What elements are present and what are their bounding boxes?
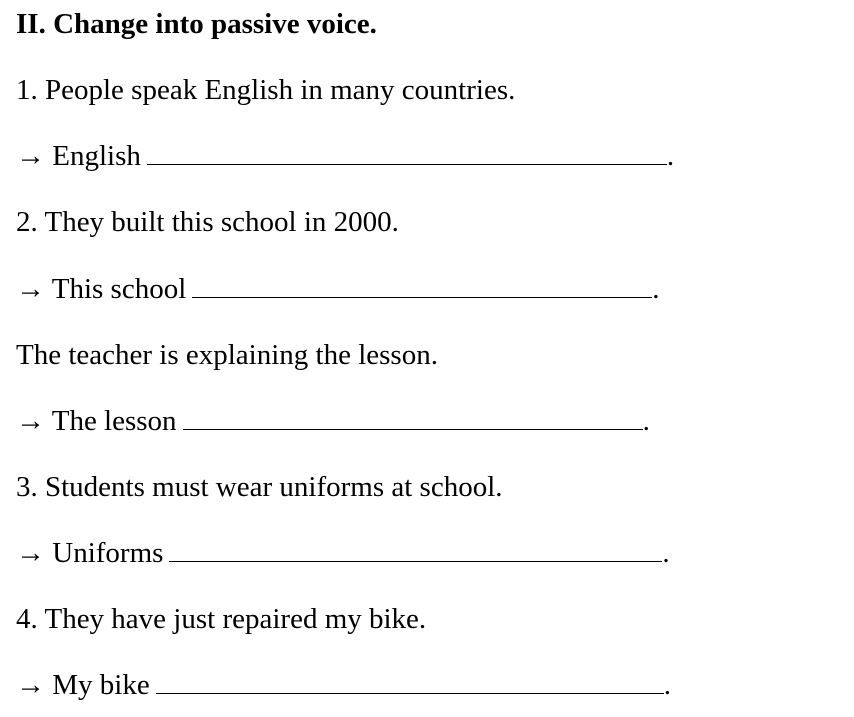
answer-blank-4[interactable] <box>169 539 662 562</box>
answer-period-1: . <box>666 140 675 172</box>
answer-period-3: . <box>642 405 650 437</box>
answer-prefix-4: → Uniforms <box>16 537 164 569</box>
question-2: 2. They built this school in 2000. <box>16 206 399 238</box>
exercise-title: II. Change into passive voice. <box>16 8 377 40</box>
answer-prefix-2: → This school <box>16 273 187 305</box>
answer-blank-5[interactable] <box>156 671 664 694</box>
answer-blank-3[interactable] <box>183 407 643 430</box>
question-3: The teacher is explaining the lesson. <box>16 339 438 371</box>
answer-line-2 <box>16 275 660 304</box>
answer-period-5: . <box>663 669 671 701</box>
answer-line-1 <box>16 142 674 171</box>
answer-period-4: . <box>662 537 670 569</box>
answer-line-5 <box>16 671 671 700</box>
question-1: 1. People speak English in many countries. <box>16 74 516 106</box>
answer-prefix-3: → The lesson <box>16 405 177 437</box>
answer-prefix-1: → English <box>16 140 141 172</box>
question-4: 3. Students must wear uniforms at school. <box>16 471 503 503</box>
question-5: 4. They have just repaired my bike. <box>16 603 427 635</box>
answer-line-4 <box>16 539 670 568</box>
answer-prefix-5: → My bike <box>16 669 150 701</box>
answer-blank-1[interactable] <box>147 142 667 165</box>
answer-period-2: . <box>652 273 660 305</box>
answer-line-3 <box>16 407 650 436</box>
answer-blank-2[interactable] <box>192 275 652 298</box>
